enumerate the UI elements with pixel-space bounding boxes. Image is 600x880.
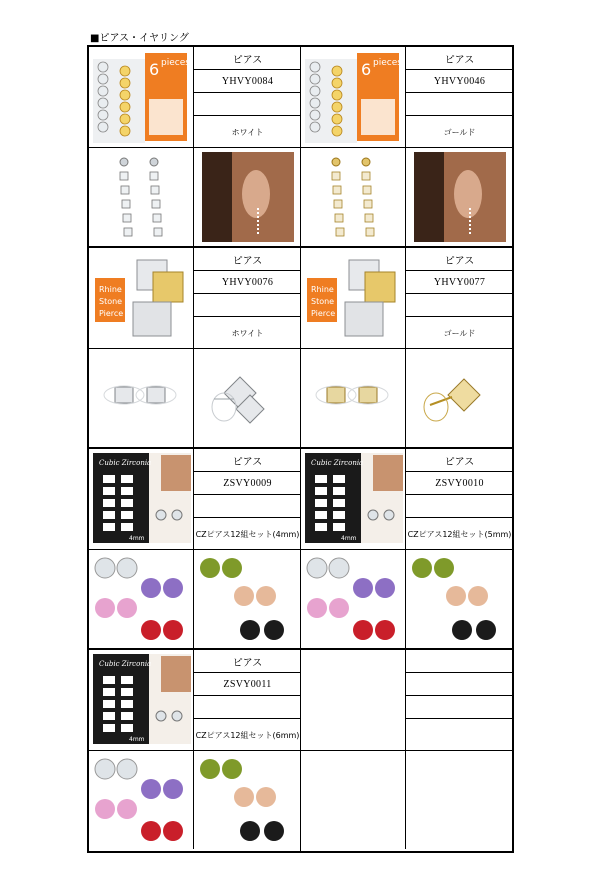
product-cell-zsvy0009 [89,449,301,650]
product-note [194,93,301,116]
product-type: ピアス [406,449,513,472]
empty-image-slot [301,751,406,849]
empty-row [406,673,513,696]
product-color: ホワイト [231,329,264,338]
product-type: ピアス [194,47,301,70]
product-info [406,449,513,550]
empty-info [406,650,513,751]
product-info [194,449,301,550]
product-image-package[interactable] [301,449,406,550]
gem-colors-a[interactable] [301,550,406,648]
product-image-closeup[interactable] [89,349,194,447]
product-code: ZSVY0010 [406,472,513,495]
product-cell-yhvy0084 [89,47,301,248]
product-info [194,248,301,349]
product-image-closeup[interactable] [301,349,406,447]
product-color: CZピアス12組セット(5mm) [407,530,512,539]
gem-colors-b[interactable] [194,550,301,648]
empty-image-slot [301,650,406,751]
package-size: 4mm [341,535,357,542]
product-image-closeup[interactable] [89,148,194,246]
product-type: ピアス [406,248,513,271]
gem-colors-a[interactable] [89,751,194,849]
package-line-3: Pierce [311,309,336,318]
product-image-model[interactable] [194,148,301,246]
product-note [194,294,301,317]
product-type: ピアス [406,47,513,70]
product-image-package[interactable] [89,650,194,751]
package-line-2: Stone [311,297,335,306]
product-image-package[interactable] [89,47,194,148]
product-note [194,495,301,518]
product-color: ゴールド [443,329,476,338]
product-code: YHVY0077 [406,271,513,294]
product-code: YHVY0046 [406,70,513,93]
product-color: CZピアス12組セット(4mm) [195,530,300,539]
product-note [406,495,513,518]
empty-product-cell [301,650,513,851]
package-size: 4mm [129,535,145,542]
empty-image-slot [406,751,513,849]
product-note [406,93,513,116]
package-word: pieces [373,58,402,68]
package-number: 6 [149,60,160,79]
product-color: ゴールド [443,128,476,137]
product-info [194,650,301,751]
gem-colors-b[interactable] [194,751,301,849]
product-image-package[interactable] [301,47,406,148]
product-info [194,47,301,148]
package-line-1: Rhine [311,285,334,294]
product-code: YHVY0084 [194,70,301,93]
product-cell-yhvy0076 [89,248,301,449]
product-note [194,696,301,719]
gem-colors-b[interactable] [406,550,513,648]
package-number: 6 [361,60,372,79]
package-word: pieces [161,58,190,68]
product-image-package[interactable] [89,248,194,349]
product-image-side[interactable] [406,349,513,447]
gem-colors-a[interactable] [89,550,194,648]
product-code: YHVY0076 [194,271,301,294]
product-code: ZSVY0011 [194,673,301,696]
product-cell-yhvy0077 [301,248,513,449]
product-info [406,47,513,148]
product-color: CZピアス12組セット(6mm) [195,731,300,740]
package-brand: Cubic Zirconia [99,459,152,467]
product-cell-zsvy0010 [301,449,513,650]
product-type: ピアス [194,449,301,472]
product-image-side[interactable] [194,349,301,447]
package-size: 4mm [129,736,145,743]
product-code: ZSVY0009 [194,472,301,495]
product-image-model[interactable] [406,148,513,246]
package-line-2: Stone [99,297,123,306]
product-cell-yhvy0046 [301,47,513,248]
product-image-package[interactable] [89,449,194,550]
empty-row [406,719,513,752]
empty-row [406,650,513,673]
package-line-3: Pierce [99,309,124,318]
product-image-package[interactable] [301,248,406,349]
product-catalog-table [87,45,514,853]
product-info [406,248,513,349]
package-brand: Cubic Zirconia [99,660,152,668]
product-image-closeup[interactable] [301,148,406,246]
product-note [406,294,513,317]
product-type: ピアス [194,650,301,673]
package-line-1: Rhine [99,285,122,294]
product-type: ピアス [194,248,301,271]
product-color: ホワイト [231,128,264,137]
section-title: ■ピアス・イヤリング [90,33,189,44]
product-cell-zsvy0011 [89,650,301,851]
empty-row [406,696,513,719]
package-brand: Cubic Zirconia [311,459,364,467]
